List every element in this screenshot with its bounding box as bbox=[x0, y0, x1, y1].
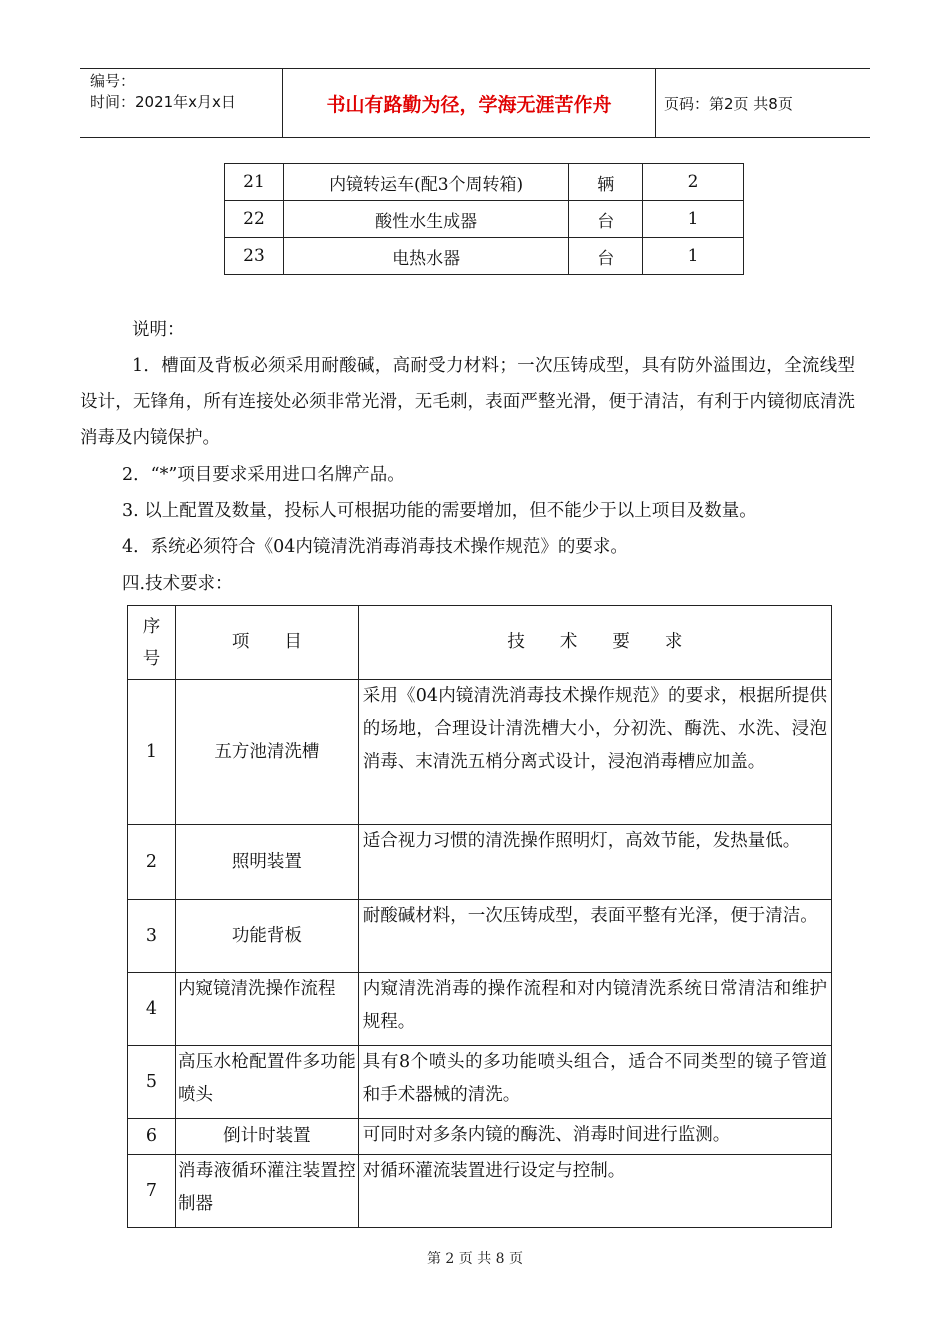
requirement-text: 内窥清洗消毒的操作流程和对内镜清洗系统日常清洁和维护规程。 bbox=[358, 973, 831, 1046]
header-meta bbox=[90, 71, 285, 113]
header-divider bbox=[655, 69, 656, 137]
page-indicator: 页码：第2页 共8页 bbox=[664, 94, 793, 113]
header-motto: 书山有路勤为径，学海无涯苦作舟 bbox=[326, 93, 612, 116]
page-footer: 第 2 页 共 8 页 bbox=[426, 1251, 524, 1267]
item-unit: 台 bbox=[569, 201, 643, 238]
item-name: 高压水枪配置件多功能喷头 bbox=[175, 1046, 358, 1119]
row-number: 4 bbox=[128, 973, 176, 1046]
item-name: 消毒液循环灌注装置控制器 bbox=[175, 1155, 358, 1228]
table-row bbox=[128, 1046, 832, 1119]
note-item: 1．槽面及背板必须采用耐酸碱，高耐受力材料；一次压铸成型，具有防外溢围边，全流线型设计，无锋角，所有连接处必须非常光滑，无毛刺，表面严整光滑，便于清洁，有利于内镜彻底清洗消毒及内镜保护。 bbox=[80, 356, 855, 448]
equipment-table bbox=[224, 163, 744, 275]
item-name: 酸性水生成器 bbox=[283, 201, 568, 238]
header-number: 序号 bbox=[128, 606, 176, 680]
row-number: 6 bbox=[128, 1119, 176, 1155]
requirement-text: 适合视力习惯的清洗操作照明灯，高效节能，发热量低。 bbox=[358, 825, 831, 900]
table-header-row bbox=[128, 606, 832, 680]
table-row bbox=[128, 1155, 832, 1228]
requirement-text: 对循环灌流装置进行设定与控制。 bbox=[358, 1155, 831, 1228]
row-number: 1 bbox=[128, 680, 176, 825]
item-unit: 辆 bbox=[569, 164, 643, 201]
header-item: 项 目 bbox=[175, 606, 358, 680]
requirement-text: 耐酸碱材料，一次压铸成型，表面平整有光泽，便于清洁。 bbox=[358, 900, 831, 973]
page-header bbox=[80, 68, 870, 138]
number-label: 编号： bbox=[90, 72, 136, 90]
table-row bbox=[128, 825, 832, 900]
item-name: 电热水器 bbox=[283, 238, 568, 275]
table-row bbox=[128, 680, 832, 825]
item-name: 功能背板 bbox=[175, 900, 358, 973]
requirement-text: 采用《04内镜清洗消毒技术操作规范》的要求，根据所提供的场地，合理设计清洗槽大小，分初洗、酶洗、水洗、浸泡消毒、末清洗五梢分离式设计，浸泡消毒槽应加盖。 bbox=[358, 680, 831, 825]
item-name: 照明装置 bbox=[175, 825, 358, 900]
row-number: 2 bbox=[128, 825, 176, 900]
row-number: 22 bbox=[225, 201, 284, 238]
row-number: 21 bbox=[225, 164, 284, 201]
item-name: 内镜转运车(配3个周转箱) bbox=[283, 164, 568, 201]
item-name: 五方池清洗槽 bbox=[175, 680, 358, 825]
item-name: 倒计时装置 bbox=[175, 1119, 358, 1155]
time-label: 时间：2021年x月x日 bbox=[90, 93, 236, 111]
item-unit: 台 bbox=[569, 238, 643, 275]
item-quantity: 1 bbox=[643, 238, 744, 275]
tech-requirements-table bbox=[127, 605, 832, 1228]
section-title: 四.技术要求： bbox=[122, 574, 233, 594]
row-number: 3 bbox=[128, 900, 176, 973]
header-requirement: 技 术 要 求 bbox=[358, 606, 831, 680]
requirement-text: 可同时对多条内镜的酶洗、消毒时间进行监测。 bbox=[358, 1119, 831, 1155]
table-row bbox=[225, 164, 744, 201]
table-row bbox=[128, 900, 832, 973]
item-quantity: 1 bbox=[643, 201, 744, 238]
row-number: 5 bbox=[128, 1046, 176, 1119]
note-item: 3. 以上配置及数量，投标人可根据功能的需要增加，但不能少于以上项目及数量。 bbox=[122, 501, 757, 521]
notes-heading: 说明： bbox=[132, 320, 185, 340]
table-row bbox=[128, 1119, 832, 1155]
row-number: 23 bbox=[225, 238, 284, 275]
table-row bbox=[225, 238, 744, 275]
item-quantity: 2 bbox=[643, 164, 744, 201]
table-row bbox=[128, 973, 832, 1046]
table-row bbox=[225, 201, 744, 238]
item-name: 内窥镜清洗操作流程 bbox=[175, 973, 358, 1046]
row-number: 7 bbox=[128, 1155, 176, 1228]
requirement-text: 具有8个喷头的多功能喷头组合，适合不同类型的镜子管道和手术器械的清洗。 bbox=[358, 1046, 831, 1119]
note-item: 4．系统必须符合《04内镜清洗消毒消毒技术操作规范》的要求。 bbox=[122, 537, 628, 557]
note-item: 2．“*”项目要求采用进口名牌产品。 bbox=[122, 465, 405, 485]
